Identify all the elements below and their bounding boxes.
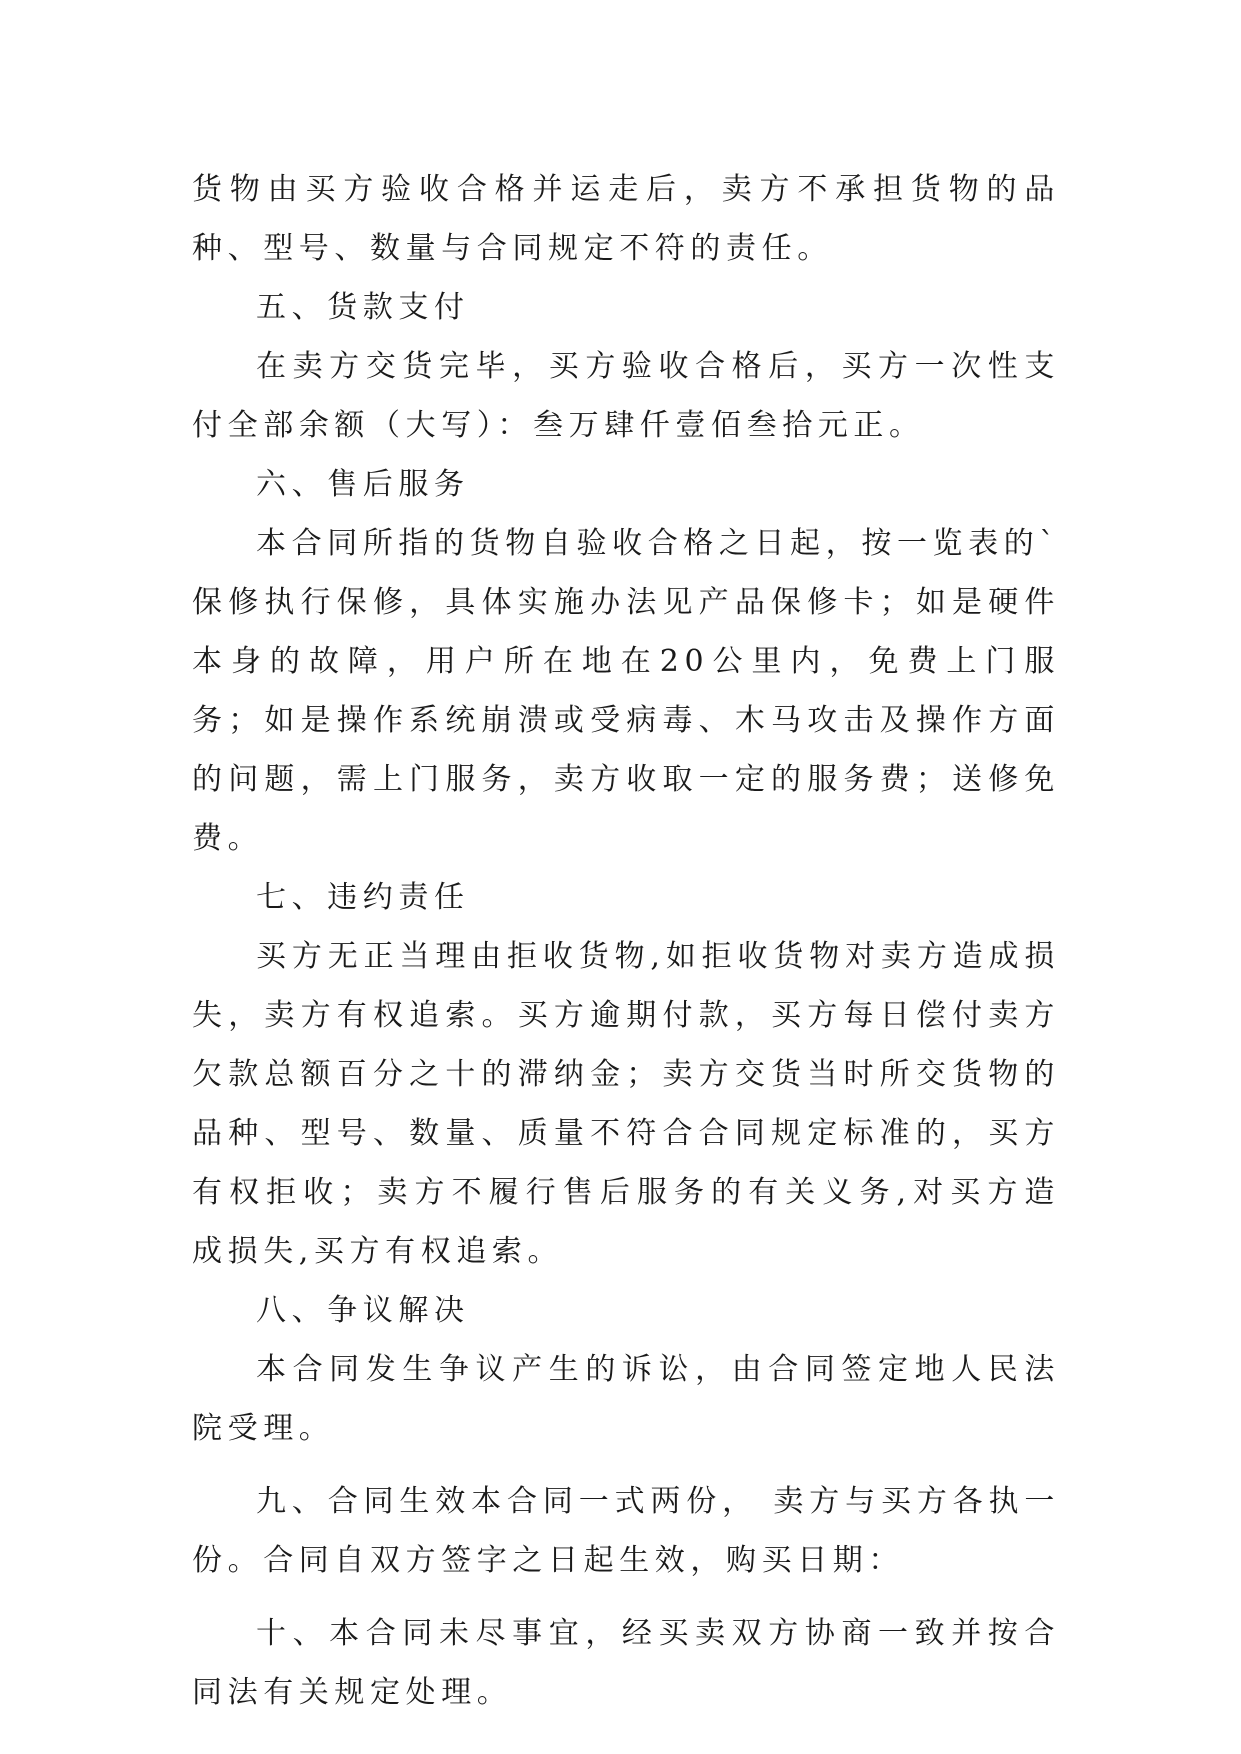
- paragraph-breach: 买方无正当理由拒收货物,如拒收货物对卖方造成损失，卖方有权追索。买方逾期付款，买方每日偿付卖方欠款总额百分之十的滞纳金；卖方交货当时所交货物的品种、型号、数量、质量不符合合同规定标准的，买方有权拒收；卖方不履行售后服务的有关义务,对买方造成损失,买方有权追索。: [192, 939, 1060, 1269]
- paragraph-goods-liability: 货物由买方验收合格并运走后，卖方不承担货物的品种、型号、数量与合同规定不符的责任。: [192, 172, 1060, 266]
- heading-dispute: 八、争议解决: [256, 1293, 470, 1328]
- contract-text: [192, 160, 1060, 1722]
- paragraph-other-matters: 十、本合同未尽事宜，经买卖双方协商一致并按合同法有关规定处理。: [192, 1616, 1060, 1710]
- paragraph-after-sales: 本合同所指的货物自验收合格之日起，按一览表的`保修执行保修，具体实施办法见产品保修卡；如是硬件本身的故障，用户所在地在20公里内，免费上门服务；如是操作系统崩溃或受病毒、木马攻击及操作方面的问题，需上门服务，卖方收取一定的服务费；送修免费。: [192, 526, 1060, 856]
- heading-after-sales: 六、售后服务: [256, 467, 470, 502]
- paragraph-effect: 九、合同生效本合同一式两份， 卖方与买方各执一份。合同自双方签字之日起生效，购买日期：: [192, 1484, 1060, 1578]
- paragraph-dispute: 本合同发生争议产生的诉讼，由合同签定地人民法院受理。: [192, 1352, 1060, 1446]
- heading-payment: 五、货款支付: [256, 290, 470, 325]
- heading-breach: 七、违约责任: [256, 880, 470, 915]
- paragraph-payment: 在卖方交货完毕，买方验收合格后，买方一次性支付全部余额（大写）：叁万肆仟壹佰叁拾元正。: [192, 349, 1060, 443]
